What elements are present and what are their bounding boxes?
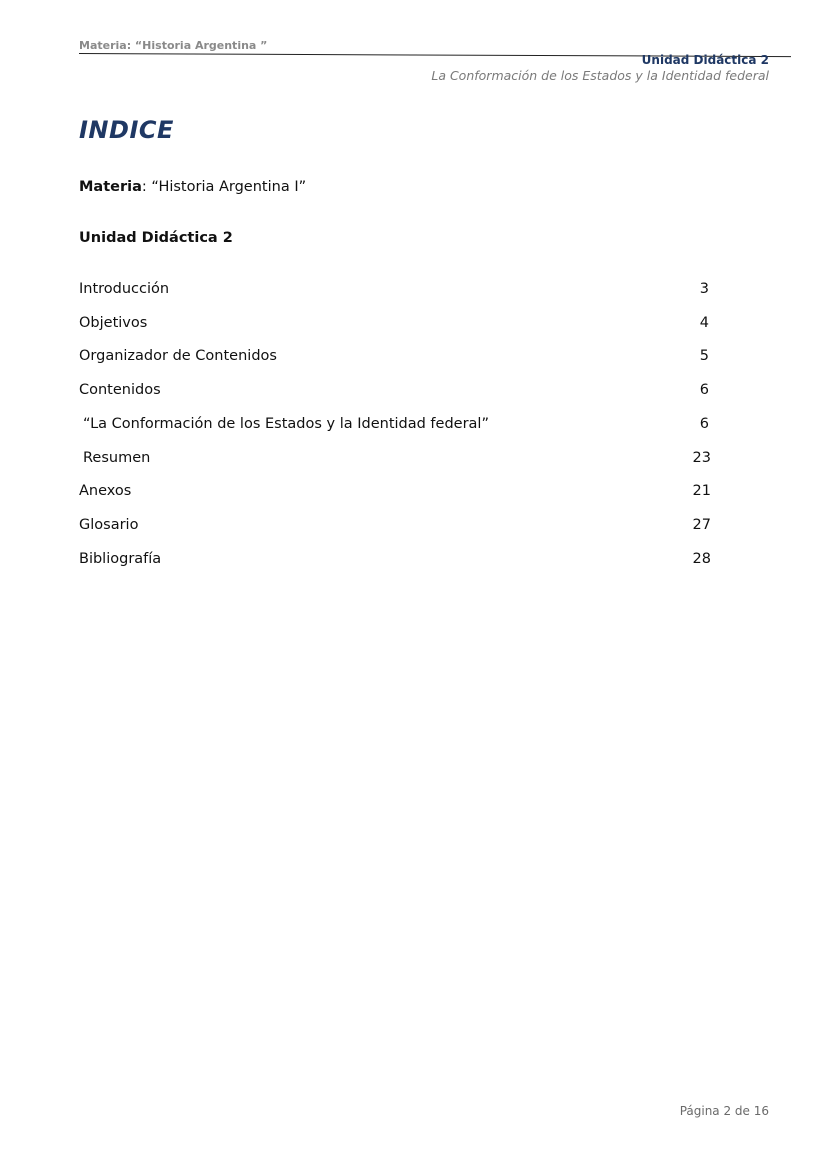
toc-entry-page: 6	[699, 382, 709, 398]
subject-line	[79, 179, 306, 195]
toc-entry-page: 5	[699, 348, 709, 364]
unit-heading: Unidad Didáctica 2	[79, 230, 233, 246]
toc-entry	[79, 416, 711, 436]
toc-entry-label: Resumen	[83, 450, 151, 466]
toc-entry-label: Organizador de Contenidos	[79, 348, 277, 364]
toc-entry-label: Bibliografía	[79, 551, 162, 567]
toc-entry	[79, 483, 711, 503]
toc-entry-page: 28	[692, 551, 711, 567]
toc-entry	[79, 281, 711, 301]
toc-entry-page: 3	[699, 281, 709, 297]
toc-entry	[79, 450, 711, 470]
page-number: Página 2 de 16	[679, 1104, 769, 1118]
toc-entry-label: “La Conformación de los Estados y la Identidad federal”	[83, 416, 489, 432]
toc-entry	[79, 315, 711, 335]
subject-label: Materia	[79, 179, 142, 195]
toc-entry	[79, 551, 711, 571]
subject-value: : “Historia Argentina I”	[141, 179, 307, 195]
header-subject: Materia: “Historia Argentina ”	[79, 39, 268, 52]
toc-entry-label: Contenidos	[79, 382, 161, 398]
toc-entry-page: 23	[692, 450, 711, 466]
toc-entry-label: Anexos	[79, 483, 132, 499]
toc-entry	[79, 348, 711, 368]
header-unit-subtitle: La Conformación de los Estados y la Identidad federal	[431, 68, 769, 83]
toc-entry-page: 21	[692, 483, 711, 499]
page-title: INDICE	[79, 116, 174, 144]
toc-entry-page: 6	[699, 416, 709, 432]
toc-entry-page: 27	[692, 517, 711, 533]
toc-entry	[79, 517, 711, 537]
header-unit-title: Unidad Didáctica 2	[641, 53, 769, 67]
toc-entry-label: Glosario	[79, 517, 139, 533]
toc-entry-label: Introducción	[79, 281, 170, 297]
toc-entry-label: Objetivos	[79, 315, 148, 331]
toc-entry	[79, 382, 711, 402]
toc-entry-page: 4	[699, 315, 709, 331]
